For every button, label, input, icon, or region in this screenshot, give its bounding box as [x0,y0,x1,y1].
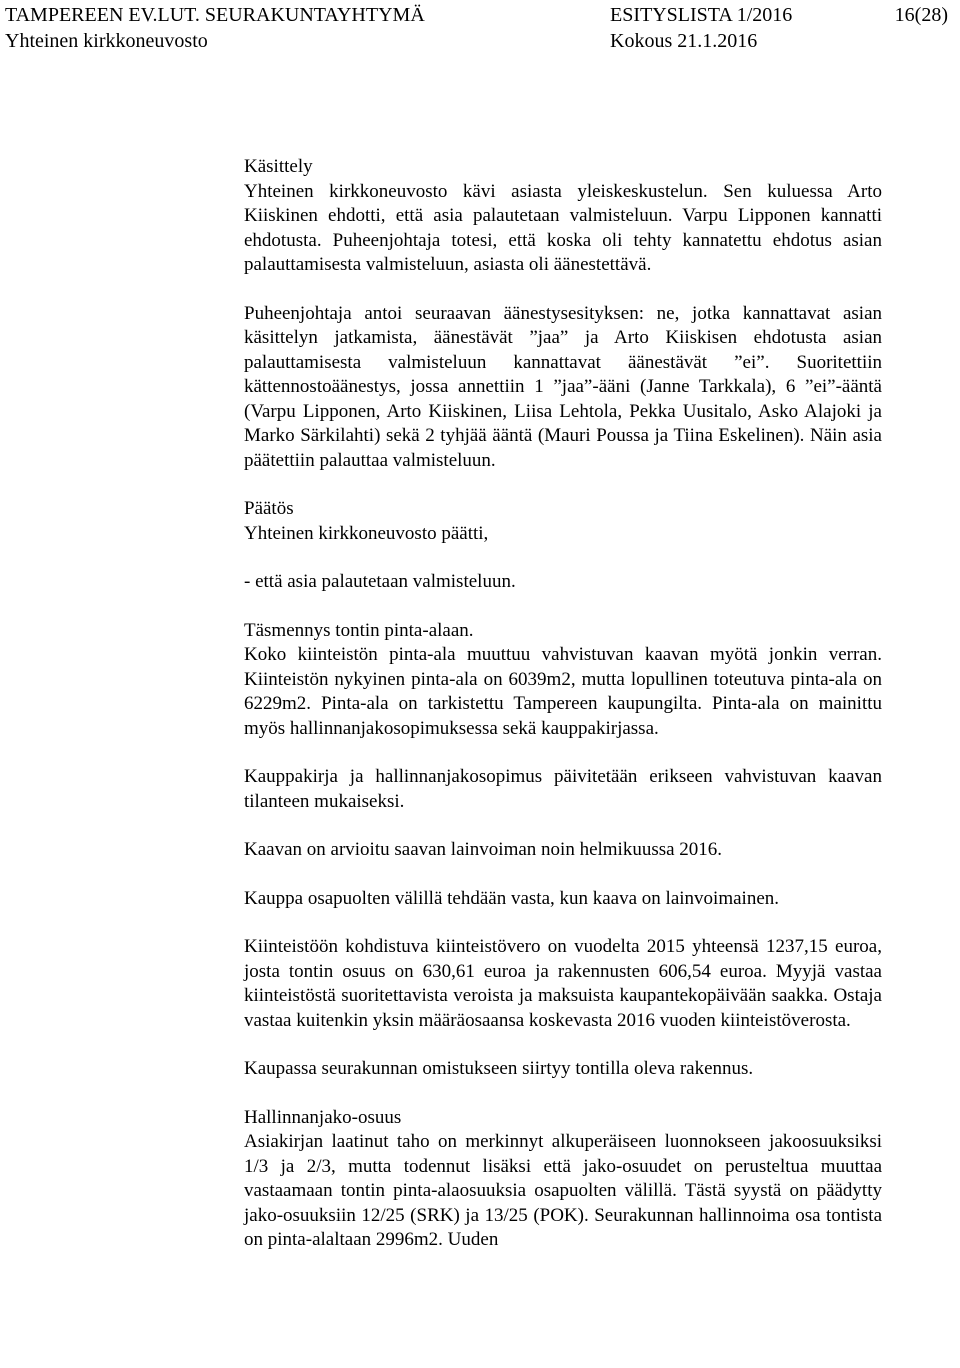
paragraph: Koko kiinteistön pinta-ala muuttuu vahvistuvan kaavan myötä jonkin verran. Kiinteistön nykyinen pinta-ala on 6039m2, mutta lopullinen toteutuva pinta-ala on 6229m2. Pinta-ala on tarkistettu Tampereen kaupungilta. Pinta-ala on mainittu myös hallinnanjakosopimuksessa sekä kauppakirjassa. [244,644,882,739]
paragraph: Puheenjohtaja antoi seuraavan äänestysesityksen: ne, jotka kannattavat asian käsittelyn jatkamista, äänestävät ”jaa” ja Arto Kiiskisen ehdotusta asian palauttamisesta valmisteluun kannattavat äänestävät ”ei”. Suoritettiin kättennostoäänestys, jossa annettiin 1 ”jaa”-ääni (Janne Tarkkala), 6 ”ei”-ääntä (Varpu Lipponen, Arto Kiiskinen, Liisa Lehtola, Pekka Uusitalo, Asko Alajoki ja Marko Särkilahti) sekä 2 tyhjää ääntä (Mauri Poussa ja Tiina Eskelinen). Näin asia päätettiin palauttaa valmisteluun. [244,302,882,471]
section-heading-kasittely: Käsittely [244,156,313,177]
section-heading-hallinnanjako: Hallinnanjako-osuus [244,1106,402,1128]
agenda-number: ESITYSLISTA 1/2016 [610,4,793,26]
paragraph: Yhteinen kirkkoneuvosto kävi asiasta yleiskeskustelun. Sen kuluessa Arto Kiiskinen ehdotti, että asia palautetaan valmisteluun. Varpu Lipponen kannatti ehdotusta. Puheenjohtaja totesi, että koska oli tehty kannatettu ehdotus asian palauttamisesta valmisteluun, asiasta oli äänestettävä. [244,180,882,275]
page-header [5,2,950,54]
header-row-1 [5,2,950,28]
header-row-2 [5,28,950,54]
paragraph: Kauppa osapuolten välillä tehdään vasta, kun kaava on lainvoimainen. [244,887,779,909]
paragraph: Kiinteistöön kohdistuva kiinteistövero on vuodelta 2015 yhteensä 1237,15 euroa, josta tontin osuus on 630,61 euroa ja rakennusten 606,54 euroa. Myyjä vastaa kiinteistöstä suoritettavista veroista ja maksuista kaupantekopäivään saakka. Ostaja vastaa kuitenkin yksin määräosaansa koskevasta 2016 vuoden kiinteistöverosta. [244,936,882,1031]
paragraph: Yhteinen kirkkoneuvosto päätti, [244,522,489,544]
paragraph: Kaavan on arvioitu saavan lainvoiman noin helmikuussa 2016. [244,839,723,860]
meeting-date: Kokous 21.1.2016 [610,30,758,52]
paragraph: Kaupassa seurakunnan omistukseen siirtyy tontilla oleva rakennus. [244,1058,754,1079]
page-number: 16(28) [894,4,948,26]
section-heading-paatos: Päätös [244,498,294,519]
organization-name: TAMPEREEN EV.LUT. SEURAKUNTAYHTYMÄ [5,4,425,26]
paragraph: - että asia palautetaan valmisteluun. [244,571,516,592]
paragraph: Asiakirjan laatinut taho on merkinnyt alkuperäiseen luonnokseen jakoosuuksiksi 1/3 ja 2/3, mutta todennut lisäksi että jako-osuudet on perusteltua muuttaa vastaamaan tontin pinta-alaosuuksia osapuolten välillä. Tästä syystä on päädytty jako-osuuksiin 12/25 (SRK) ja 13/25 (POK). Seurakunnan hallinnoima osa tontista on pinta-alaltaan 2996m2. Uuden [244,1131,882,1250]
governing-body: Yhteinen kirkkoneuvosto [5,30,208,52]
document-body [244,155,882,1253]
section-heading-tasmennys: Täsmennys tontin pinta-alaan. [244,619,474,641]
paragraph: Kauppakirja ja hallinnanjakosopimus päivitetään erikseen vahvistuvan kaavan tilanteen mukaiseksi. [244,766,882,812]
